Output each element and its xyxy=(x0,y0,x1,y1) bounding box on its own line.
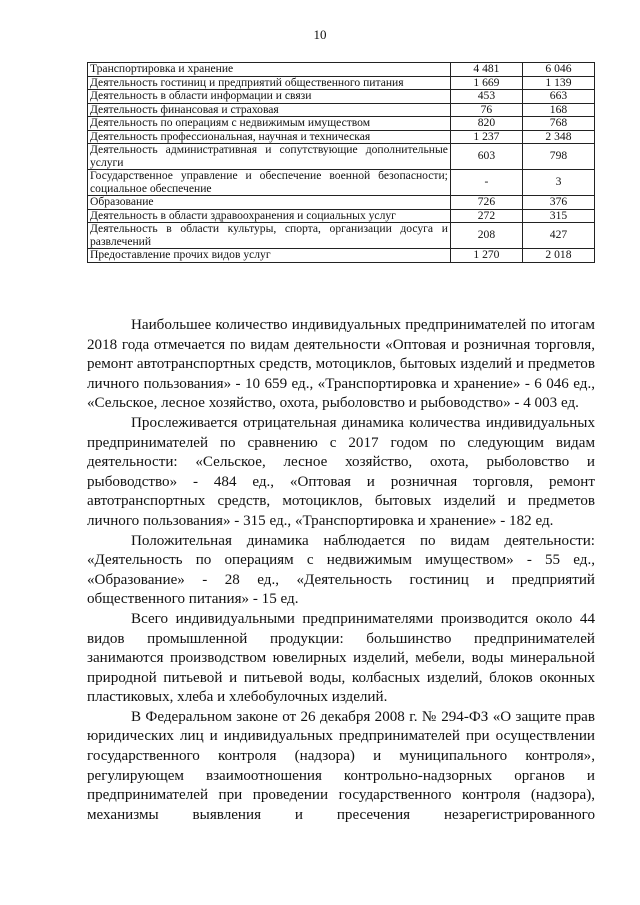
value-2017: 1 237 xyxy=(450,130,522,144)
table-row xyxy=(88,117,595,131)
value-2018: 768 xyxy=(522,117,594,131)
value-2017: 4 481 xyxy=(450,63,522,77)
value-2018: 798 xyxy=(522,144,594,170)
activity-name: Государственное управление и обеспечение военной безопасности; социальное обеспечение xyxy=(88,170,451,196)
body-text xyxy=(87,316,595,825)
value-2017: 726 xyxy=(450,196,522,210)
activity-name: Деятельность по операциям с недвижимым имуществом xyxy=(88,117,451,131)
value-2017: 453 xyxy=(450,90,522,104)
value-2018: 663 xyxy=(522,90,594,104)
table-row xyxy=(88,63,595,77)
activity-name: Деятельность профессиональная, научная и техническая xyxy=(88,130,451,144)
value-2018: 168 xyxy=(522,103,594,117)
table-row xyxy=(88,209,595,223)
value-2017: 76 xyxy=(450,103,522,117)
table-row xyxy=(88,103,595,117)
table-row xyxy=(88,170,595,196)
table-row xyxy=(88,223,595,249)
value-2017: 208 xyxy=(450,223,522,249)
activity-name: Транспортировка и хранение xyxy=(88,63,451,77)
activity-name: Деятельность административная и сопутствующие дополнительные услуги xyxy=(88,144,451,170)
value-2018: 3 xyxy=(522,170,594,196)
paragraph: Наибольшее количество индивидуальных предпринимателей по итогам 2018 года отмечается по видам деятельности «Оптовая и розничная торговля, ремонт автотранспортных средств, мотоциклов, бытовых изделий и предметов личного пользования» - 10 659 ед., «Транспортировка и хранение» - 6 046 ед., «Сельское, лесное хозяйство, охота, рыболовство и рыбоводство» - 4 003 ед. xyxy=(87,317,595,412)
value-2018: 376 xyxy=(522,196,594,210)
table-row xyxy=(88,196,595,210)
paragraph: В Федеральном законе от 26 декабря 2008 г. № 294-ФЗ «О защите прав юридических лиц и индивидуальных предпринимателей при осуществлении государственного контроля (надзора) и муниципального контроля», регулирующем взаимоотношения контрольно-надзорных органов и предпринимателей при проведении государственного контроля (надзора), механизмы выявления и пресечения незарегистрированного xyxy=(87,708,595,823)
value-2017: 1 270 xyxy=(450,249,522,263)
activity-name: Деятельность в области информации и связи xyxy=(88,90,451,104)
value-2018: 2 348 xyxy=(522,130,594,144)
table-row xyxy=(88,249,595,263)
value-2017: 1 669 xyxy=(450,76,522,90)
value-2018: 6 046 xyxy=(522,63,594,77)
activity-name: Деятельность финансовая и страховая xyxy=(88,103,451,117)
value-2017: 820 xyxy=(450,117,522,131)
activity-table xyxy=(87,62,595,263)
activity-name: Деятельность в области здравоохранения и социальных услуг xyxy=(88,209,451,223)
activity-name: Деятельность в области культуры, спорта, организации досуга и развлечений xyxy=(88,223,451,249)
activity-name: Предоставление прочих видов услуг xyxy=(88,249,451,263)
value-2018: 2 018 xyxy=(522,249,594,263)
table-row xyxy=(88,76,595,90)
paragraph: Положительная динамика наблюдается по видам деятельности: «Деятельность по операциям с недвижимым имуществом» - 55 ед., «Образование» - 28 ед., «Деятельность гостиниц и предприятий общественного питания» - 15 ед. xyxy=(87,532,595,608)
page-number: 10 xyxy=(313,27,327,42)
value-2018: 315 xyxy=(522,209,594,223)
value-2017: 272 xyxy=(450,209,522,223)
table-row xyxy=(88,130,595,144)
table-row xyxy=(88,144,595,170)
activity-name: Деятельность гостиниц и предприятий общественного питания xyxy=(88,76,451,90)
value-2018: 1 139 xyxy=(522,76,594,90)
table-row xyxy=(88,90,595,104)
value-2017: 603 xyxy=(450,144,522,170)
value-2017: - xyxy=(450,170,522,196)
paragraph: Всего индивидуальными предпринимателями производится около 44 видов промышленной продукции: большинство предпринимателей занимаются производством ювелирных изделий, мебели, воды минеральной природной питьевой и питьевой воды, колбасных изделий, блоков оконных пластиковых, хлеба и хлебобулочных изделий. xyxy=(87,610,595,706)
paragraph: Прослеживается отрицательная динамика количества индивидуальных предпринимателей по сравнению с 2017 годом по следующим видам деятельности: «Сельское, лесное хозяйство, охота, рыболовство и рыбоводство» - 484 ед., «Оптовая и розничная торговля, ремонт автотранспортных средств, мотоциклов, бытовых изделий и предметов личного пользования» - 315 ед., «Транспортировка и хранение» - 182 ед. xyxy=(87,414,595,529)
activity-name: Образование xyxy=(88,196,451,210)
value-2018: 427 xyxy=(522,223,594,249)
